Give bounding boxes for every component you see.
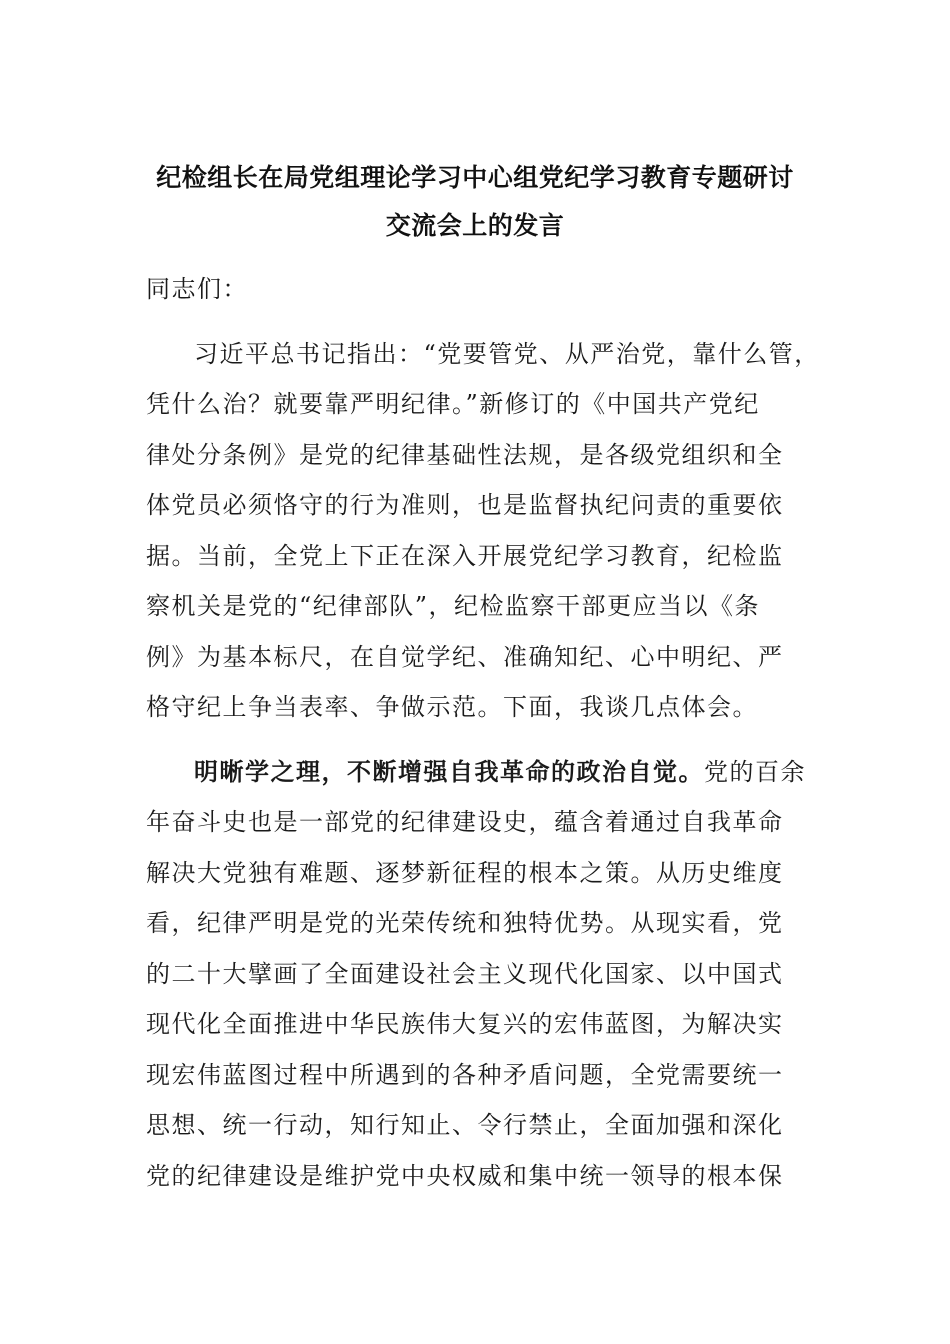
paragraph-1-line: 据。当前，全党上下正在深入开展党纪学习教育，纪检监	[146, 541, 784, 570]
paragraph-2-line: 的二十大擘画了全面建设社会主义现代化国家、以中国式	[146, 959, 784, 988]
paragraph-1-line: 习近平总书记指出：“党要管党、从严治党，靠什么管，	[194, 339, 820, 368]
document-title	[0, 154, 950, 250]
paragraph-1-line: 体党员必须恪守的行为准则，也是监督执纪问责的重要依	[146, 491, 784, 519]
title-line-2: 交流会上的发言	[385, 211, 565, 240]
document-body	[146, 264, 820, 1201]
salutation: 同志们：	[146, 275, 248, 303]
paragraph-2-line: 看，纪律严明是党的光荣传统和独特优势。从现实看，党	[146, 909, 784, 937]
paragraph-gap	[146, 315, 806, 329]
paragraph-2-line: 解决大党独有难题、逐梦新征程的根本之策。从历史维度	[146, 858, 784, 887]
paragraph-1-line: 凭什么治？就要靠严明纪律。”新修订的《中国共产党纪	[146, 390, 760, 418]
paragraph-2-heading: 明晰学之理，不断增强自我革命的政治自觉。	[194, 757, 704, 786]
paragraph-1	[146, 329, 820, 733]
paragraph-2-line: 思想、统一行动，知行知止、令行禁止，全面加强和深化	[146, 1111, 784, 1139]
paragraph-2	[146, 747, 806, 1202]
paragraph-2-line: 现代化全面推进中华民族伟大复兴的宏伟蓝图，为解决实	[146, 1010, 784, 1038]
paragraph-1-line: 格守纪上争当表率、争做示范。下面，我谈几点体会。	[146, 693, 758, 721]
paragraph-1-line: 例》为基本标尺，在自觉学纪、准确知纪、心中明纪、严	[146, 642, 784, 671]
paragraph-2-line: 年奋斗史也是一部党的纪律建设史，蕴含着通过自我革命	[146, 808, 784, 836]
paragraph-2-first-tail: 党的百余	[704, 757, 806, 786]
paragraph-1-line: 律处分条例》是党的纪律基础性法规，是各级党组织和全	[146, 440, 784, 469]
paragraph-2-line: 现宏伟蓝图过程中所遇到的各种矛盾问题，全党需要统一	[146, 1060, 784, 1089]
paragraph-2-line: 党的纪律建设是维护党中央权威和集中统一领导的根本保	[146, 1161, 784, 1190]
paragraph-1-line: 察机关是党的“纪律部队”，纪检监察干部更应当以《条	[146, 592, 761, 620]
paragraph-gap	[146, 733, 806, 747]
title-line-1: 纪检组长在局党组理论学习中心组党纪学习教育专题研讨	[156, 163, 794, 192]
paragraph-2-first-line	[146, 747, 806, 798]
